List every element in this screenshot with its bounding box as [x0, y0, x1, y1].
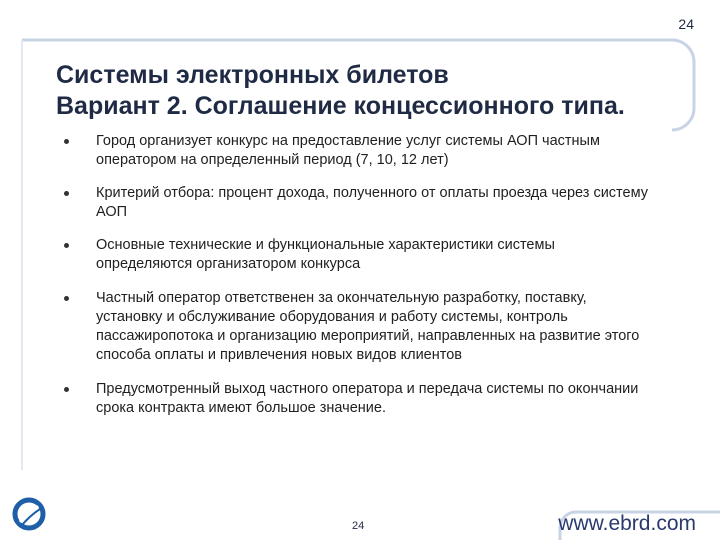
- bullet-item: [64, 289, 639, 365]
- bullet-line: срока контракта имеют большое значение.: [96, 400, 386, 416]
- bullet-dot-icon: [64, 387, 69, 392]
- bullet-dot-icon: [64, 243, 69, 248]
- bullet-line: установку и обслуживание оборудования и работу системы, контроль: [96, 309, 568, 325]
- bullet-item: [64, 132, 600, 170]
- bullet-line: оператором на определенный период (7, 10, 12 лет): [96, 152, 449, 168]
- bullet-dot-icon: [64, 191, 69, 196]
- slide-number-top: 24: [678, 16, 694, 32]
- bullet-line: определяются организатором конкурса: [96, 256, 361, 272]
- bullet-line: АОП: [96, 204, 128, 220]
- bullet-line: Город организует конкурс на предоставление услуг системы АОП частным: [96, 133, 600, 149]
- bullet-line: пассажиропотока и организацию мероприятий, направленных на развитие этого: [96, 328, 640, 344]
- bullet-item: [64, 380, 638, 418]
- footer-url[interactable]: www.ebrd.com: [558, 512, 696, 535]
- bullet-item: [64, 236, 555, 274]
- slide-number-bottom: 24: [352, 520, 365, 532]
- bullet-line: Критерий отбора: процент дохода, полученного от оплаты проезда через систему: [96, 185, 648, 201]
- bullet-line: Предусмотренный выход частного оператора и передача системы по окончании: [96, 381, 639, 397]
- title-line-1: Системы электронных билетов: [56, 61, 449, 89]
- ebrd-logo-icon: [10, 494, 48, 534]
- title-line-2: Вариант 2. Соглашение концессионного типа.: [56, 92, 625, 120]
- bullet-dot-icon: [64, 139, 69, 144]
- slide-title: [56, 60, 696, 122]
- bullet-line: Частный оператор ответственен за окончательную разработку, поставку,: [96, 290, 587, 306]
- bullet-line: Основные технические и функциональные характеристики системы: [96, 237, 555, 253]
- bullet-dot-icon: [64, 296, 69, 301]
- bullet-line: способа оплаты и привлечения новых видов клиентов: [96, 347, 463, 363]
- bullet-item: [64, 184, 648, 222]
